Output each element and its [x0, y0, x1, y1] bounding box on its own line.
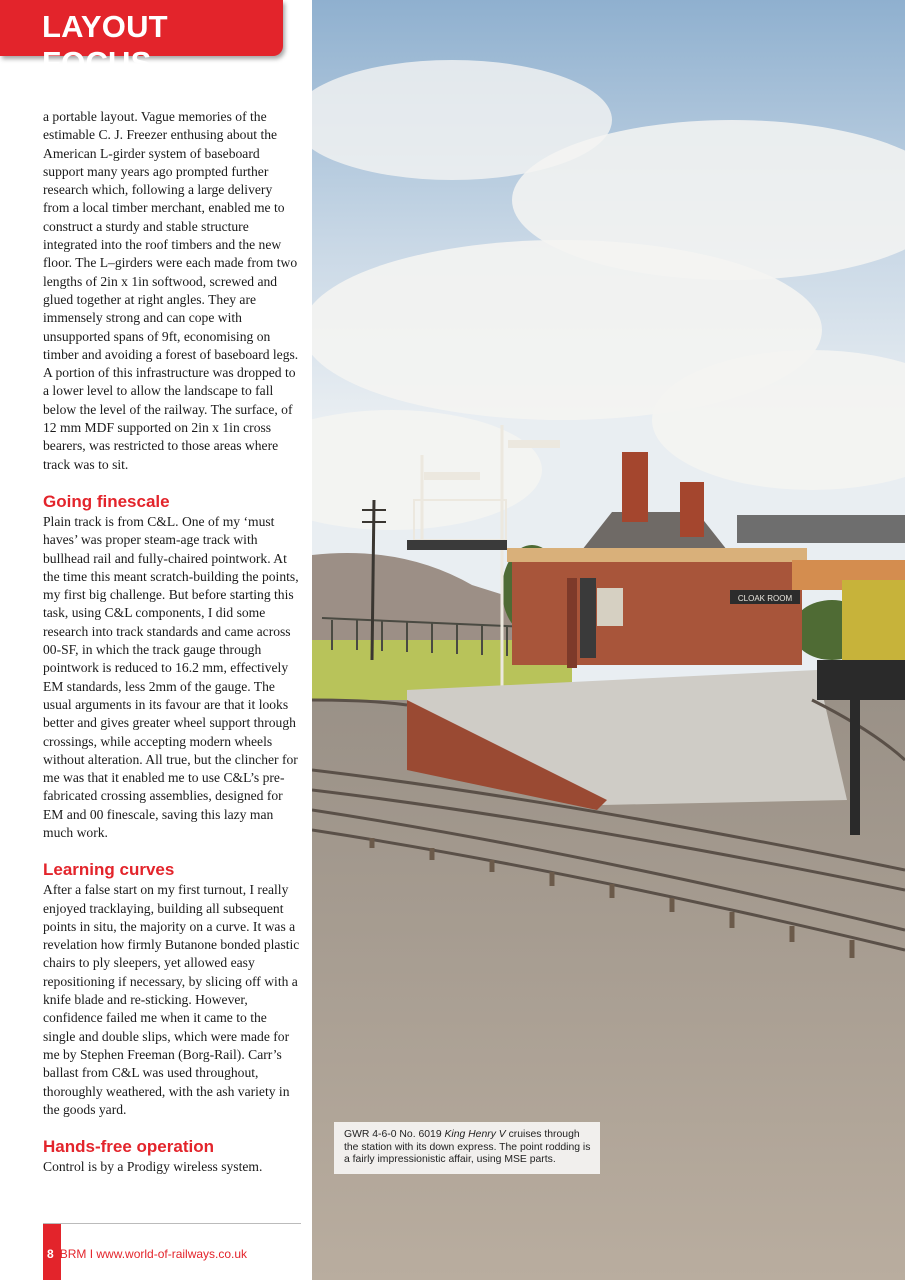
caption-text-end: cruises through the station with its down express. The point rodding is a fairly impressionistic affair, using MSE parts.: [344, 1129, 591, 1166]
article-body: [43, 108, 301, 1176]
section-banner: [0, 0, 283, 80]
footer-divider: [43, 1223, 301, 1224]
article-intro: a portable layout. Vague memories of the estimable C. J. Freezer enthusing about the American L-girder system of baseboard support many years ago prompted further research which, following a large delivery from a local timber merchant, enabled me to construct a sturdy and stable structure integrated into the roof timbers and the new floor. The L–girders were each made from two lengths of 2in x 1in softwood, screwed and glued together at right angles. They are immensely strong and can cope with unsupported spans of 9ft, economising on timber and avoiding a forest of baseboard legs. A portion of this infrastructure was dropped to a lower level to allow the landscape to fall below the level of the railway. The surface, of 12 mm MDF supported on 2in x 1in cross bearers, was restricted to those areas where track was to sit.: [43, 109, 299, 472]
heading-hands-free-operation: Hands-free operation: [43, 1137, 214, 1157]
caption-locomotive-name: King Henry V: [444, 1129, 506, 1140]
publication-credit: BRM I www.world-of-railways.co.uk: [59, 1247, 248, 1261]
paragraph-learning-curves: After a false start on my first turnout, I really enjoyed tracklaying, building all subsequent points in situ, the majority on a curve. It was a revelation how firmly Butanone bonded plastic chairs to ply sleepers, yet allowed easy repositioning if necessary, by slicing off with a knife blade and re-sticking. However, confidence failed me when it came to the single and double slips, which were made for me by Stephen Freeman (Borg-Rail). Carr’s ballast from C&L was used throughout, thoroughly weathered, with the ash variety in the goods yard.: [43, 882, 300, 1117]
heading-going-finescale: Going finescale: [43, 491, 170, 511]
layout-photograph: [312, 0, 905, 1280]
photo-caption: [334, 1122, 600, 1174]
heading-learning-curves: Learning curves: [43, 860, 175, 880]
page-number: 8: [47, 1247, 54, 1261]
cloak-room-sign: CLOAK ROOM: [737, 594, 793, 603]
page-footer: [47, 1247, 247, 1261]
section-title: LAYOUT FOCUS: [42, 9, 168, 80]
green-coach: [842, 580, 905, 660]
paragraph-hands-free-operation: Control is by a Prodigy wireless system.: [43, 1159, 263, 1175]
caption-text-start: GWR 4-6-0 No. 6019: [344, 1129, 445, 1140]
paragraph-going-finescale: Plain track is from C&L. One of my ‘must haves’ was proper steam-age track with bullhead rail and fully-chaired pointwork. At the time this meant scratch-building the points, my first big challenge. But before starting this task, using C&L components, I did some research into track standards and came across 00-SF, in which the track gauge through pointwork is reduced to 16.2 mm, effectively EM standards, less 2mm of the gauge. The usual arguments in its favour are that it looks better and gives greater wheel support through crossings, while accepting modern wheels without alteration. All true, but the clincher for me was that it enabled me to use C&L’s pre-fabricated crossing assemblies, designed for EM and 00 finescale, saving this lazy man much work.: [43, 513, 299, 840]
